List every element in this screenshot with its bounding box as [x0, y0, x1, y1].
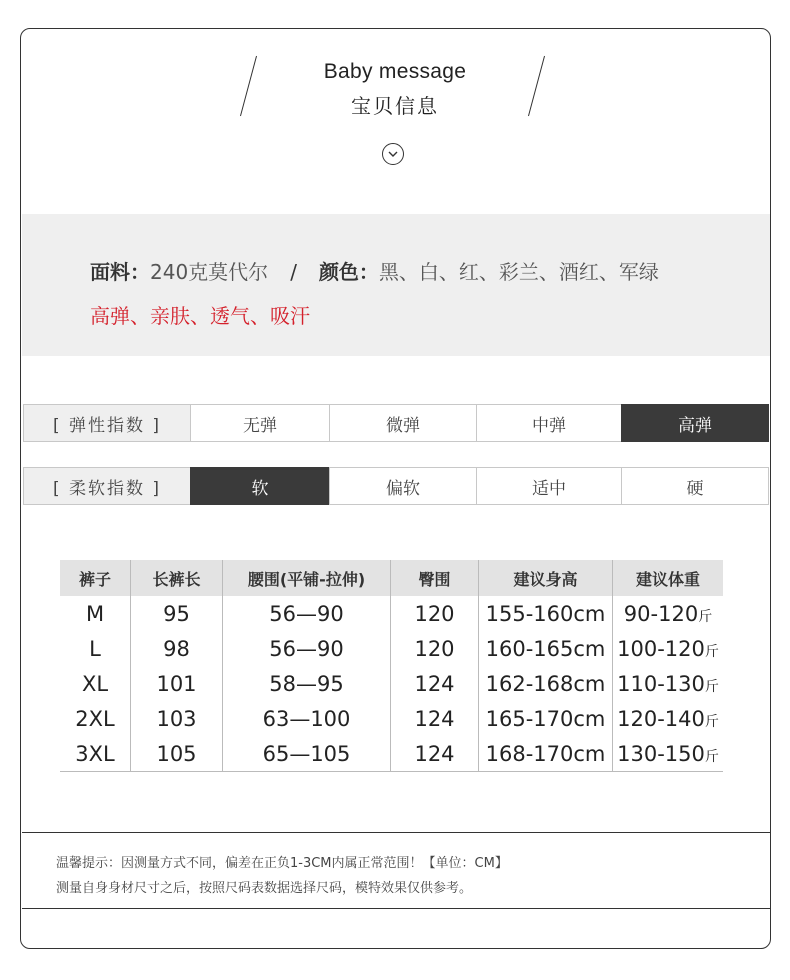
- weight-unit: 斤: [698, 608, 713, 625]
- size-cell: 124: [391, 701, 479, 736]
- tip-line-1: 温馨提示：因测量方式不同，偏差在正负1-3CM内属正常范围！【单位：CM】: [56, 856, 508, 871]
- softness-option-2[interactable]: 偏软: [329, 467, 477, 505]
- fabric-separator: /: [290, 260, 297, 284]
- size-header-5: 建议身高: [479, 560, 613, 596]
- size-cell: M: [60, 596, 131, 631]
- size-cell: 124: [391, 736, 479, 772]
- size-cell: 56—90: [223, 631, 391, 666]
- divider-bottom: [22, 908, 770, 909]
- softness-index-row: [23, 467, 771, 505]
- weight-unit: 斤: [704, 748, 719, 765]
- softness-option-1[interactable]: 软: [190, 467, 330, 505]
- size-header-1: 裤子: [60, 560, 131, 596]
- size-header-3: 腰围(平铺-拉伸): [223, 560, 391, 596]
- softness-option-3[interactable]: 适中: [476, 467, 622, 505]
- elasticity-index-row: [23, 404, 771, 442]
- title-english: Baby message: [323, 60, 467, 83]
- size-cell: 168-170cm: [479, 736, 613, 772]
- size-cell: 165-170cm: [479, 701, 613, 736]
- size-cell: 95: [131, 596, 223, 631]
- elasticity-option-1[interactable]: 无弹: [190, 404, 330, 442]
- size-cell: 160-165cm: [479, 631, 613, 666]
- size-cell: 58—95: [223, 666, 391, 701]
- table-row: [60, 631, 723, 666]
- size-cell: 56—90: [223, 596, 391, 631]
- chevron-down-icon[interactable]: [382, 143, 404, 165]
- elasticity-option-4[interactable]: 高弹: [621, 404, 769, 442]
- weight-unit: 斤: [704, 713, 719, 730]
- size-cell: 100-120斤: [617, 636, 719, 661]
- size-cell: 98: [131, 631, 223, 666]
- color-value: 黑、白、红、彩兰、酒红、军绿: [378, 260, 659, 284]
- size-cell: 124: [391, 666, 479, 701]
- size-cell: XL: [60, 666, 131, 701]
- size-cell: 120: [391, 596, 479, 631]
- size-cell: 3XL: [60, 736, 131, 772]
- color-label: 颜色：: [318, 260, 379, 284]
- size-cell: 2XL: [60, 701, 131, 736]
- fabric-info-line: [90, 256, 659, 285]
- size-cell: 130-150斤: [613, 736, 724, 772]
- divider-top: [22, 832, 770, 833]
- title-chinese: 宝贝信息: [351, 94, 439, 118]
- size-table: [60, 560, 723, 772]
- size-table-header: [60, 560, 723, 596]
- size-cell: 162-168cm: [479, 666, 613, 701]
- fabric-features: 高弹、亲肤、透气、吸汗: [90, 304, 310, 328]
- size-header-2: 长裤长: [131, 560, 223, 596]
- elasticity-option-3[interactable]: 中弹: [476, 404, 622, 442]
- weight-unit: 斤: [704, 643, 719, 660]
- weight-unit: 斤: [704, 678, 719, 695]
- size-cell: L: [60, 631, 131, 666]
- material-value: 240克莫代尔: [150, 260, 269, 284]
- size-cell: 105: [131, 736, 223, 772]
- size-cell: 110-130斤: [617, 671, 719, 696]
- size-cell: 120: [391, 631, 479, 666]
- tip-line-2: 测量自身身材尺寸之后，按照尺码表数据选择尺码，模特效果仅供参考。: [56, 881, 473, 896]
- elasticity-label: [ 弹性指数 ]: [23, 404, 191, 442]
- size-cell: 103: [131, 701, 223, 736]
- size-cell: 65—105: [223, 736, 391, 772]
- table-row: [60, 596, 723, 631]
- size-cell: 155-160cm: [479, 596, 613, 631]
- size-cell: 120-140斤: [617, 706, 719, 731]
- table-row: [60, 736, 723, 772]
- table-row: [60, 666, 723, 701]
- elasticity-option-2[interactable]: 微弹: [329, 404, 477, 442]
- size-header-4: 臀围: [391, 560, 479, 596]
- material-label: 面料：: [90, 260, 150, 284]
- size-cell: 63—100: [223, 701, 391, 736]
- table-row: [60, 701, 723, 736]
- size-header-6: 建议体重: [613, 560, 724, 596]
- softness-label: [ 柔软指数 ]: [23, 467, 191, 505]
- size-cell: 101: [131, 666, 223, 701]
- softness-option-4[interactable]: 硬: [621, 467, 769, 505]
- fabric-panel: [22, 214, 770, 356]
- size-cell: 90-120斤: [623, 601, 713, 626]
